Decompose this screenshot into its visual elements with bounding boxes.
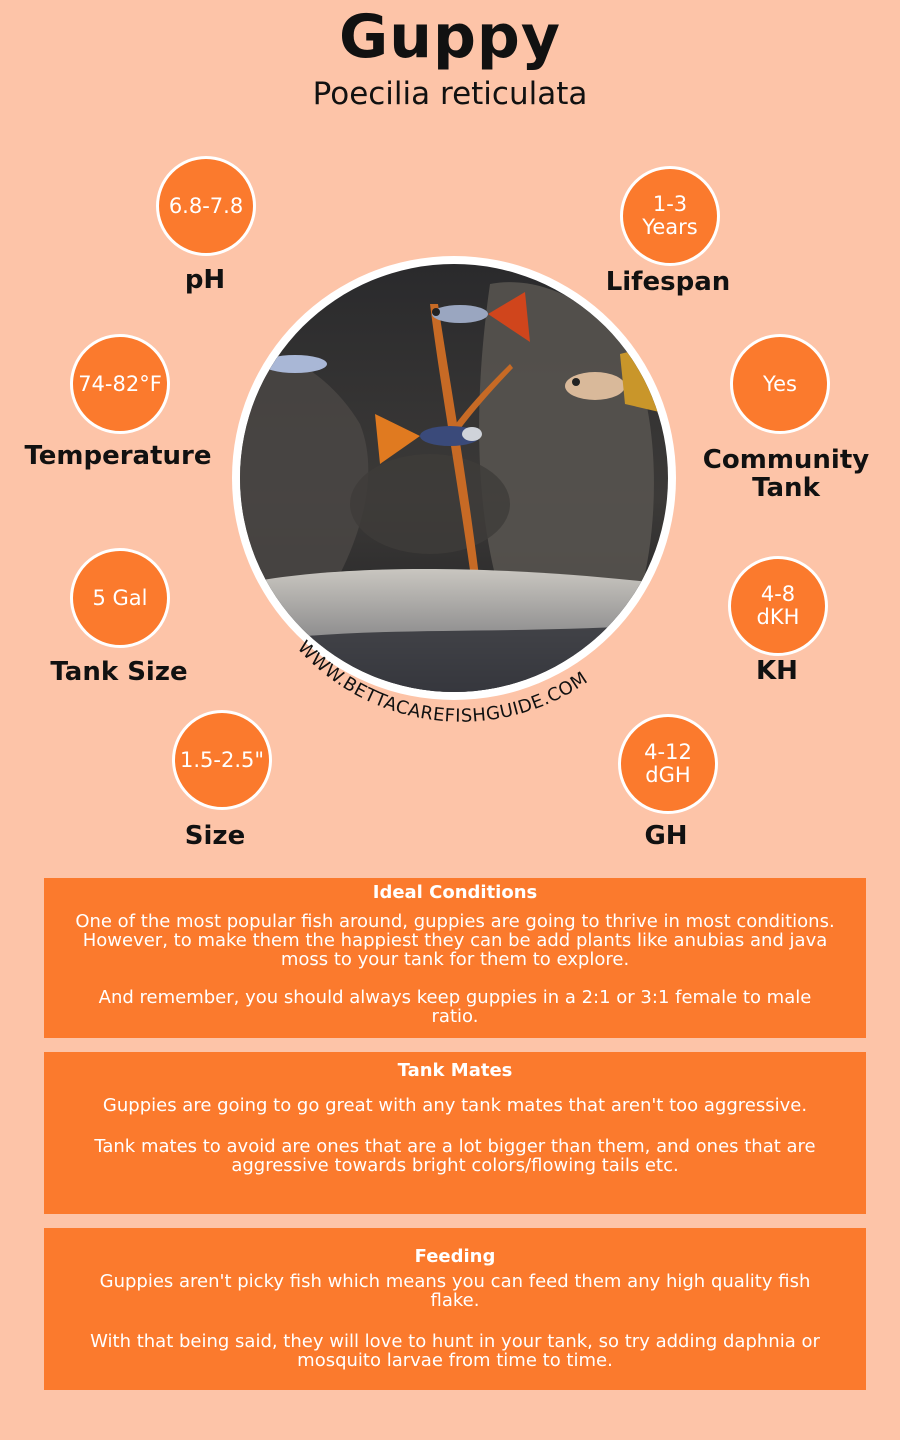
temperature-value-circle [70,334,170,434]
kh-value-line1: 4-8 [760,582,796,606]
gh-value-circle [618,714,718,814]
lifespan-value-line2: Years [642,215,698,239]
ph-label: pH [184,265,226,295]
tank-size-value-circle [70,548,170,648]
kh-value-line2: dKH [756,605,800,629]
feeding-title: Feeding [414,1246,496,1267]
temperature-label: Temperature [24,441,212,471]
temperature-value: 74-82°F [78,371,162,396]
lifespan-label: Lifespan [605,267,731,297]
kh-value-circle [728,556,828,656]
gh-value-line1: 4-12 [644,740,692,764]
gh-value-line2: dGH [645,763,691,787]
size-value: 1.5-2.5" [179,747,265,772]
community-label [696,446,876,502]
tank-mates-text-2: Tank mates to avoid are ones that are a lot bigger than them, and ones that are aggressive towards bright colors/flowing tails etc. [94,1136,816,1176]
feeding-text-1: Guppies aren't picky fish which means you can feed them any high quality fish flake. [99,1271,811,1311]
ph-value: 6.8-7.8 [168,193,244,218]
size-label: Size [184,821,246,851]
community-label-line2: Tank [752,473,820,503]
gh-label: GH [644,821,688,851]
lifespan-value-circle [620,166,720,266]
ideal-conditions-text-2: And remember, you should always keep guppies in a 2:1 or 3:1 female to male ratio. [98,987,812,1027]
tank-mates-title: Tank Mates [397,1060,513,1081]
kh-label: KH [756,656,798,686]
ideal-conditions-text-1: One of the most popular fish around, guppies are going to thrive in most conditions. However, to make them the happiest they can be add plants like anubias and java moss to your tank for them to explore. [75,911,835,970]
community-value: Yes [763,371,797,396]
ideal-conditions-panel [44,878,866,1038]
scientific-name: Poecilia reticulata [312,76,588,112]
tank-size-value: 5 Gal [92,585,148,610]
ph-value-circle [156,156,256,256]
community-value-circle [730,334,830,434]
feeding-panel [44,1228,866,1390]
lifespan-value-line1: 1-3 [652,192,688,216]
page-title: Guppy [339,2,561,72]
website-url: WWW.BETTACAREFISHGUIDE.COM [293,636,592,727]
size-value-circle [172,710,272,810]
guppy-aquarium-photo [232,256,676,700]
ideal-conditions-title: Ideal Conditions [372,882,538,903]
aquarium-illustration [240,264,668,692]
community-label-line1: Community [702,445,870,475]
tank-mates-text-1: Guppies are going to go great with any tank mates that aren't too aggressive. [102,1095,808,1116]
tank-size-label: Tank Size [50,657,188,687]
feeding-text-2: With that being said, they will love to hunt in your tank, so try adding daphnia or mosquito larvae from time to time. [90,1331,820,1371]
tank-mates-panel [44,1052,866,1214]
